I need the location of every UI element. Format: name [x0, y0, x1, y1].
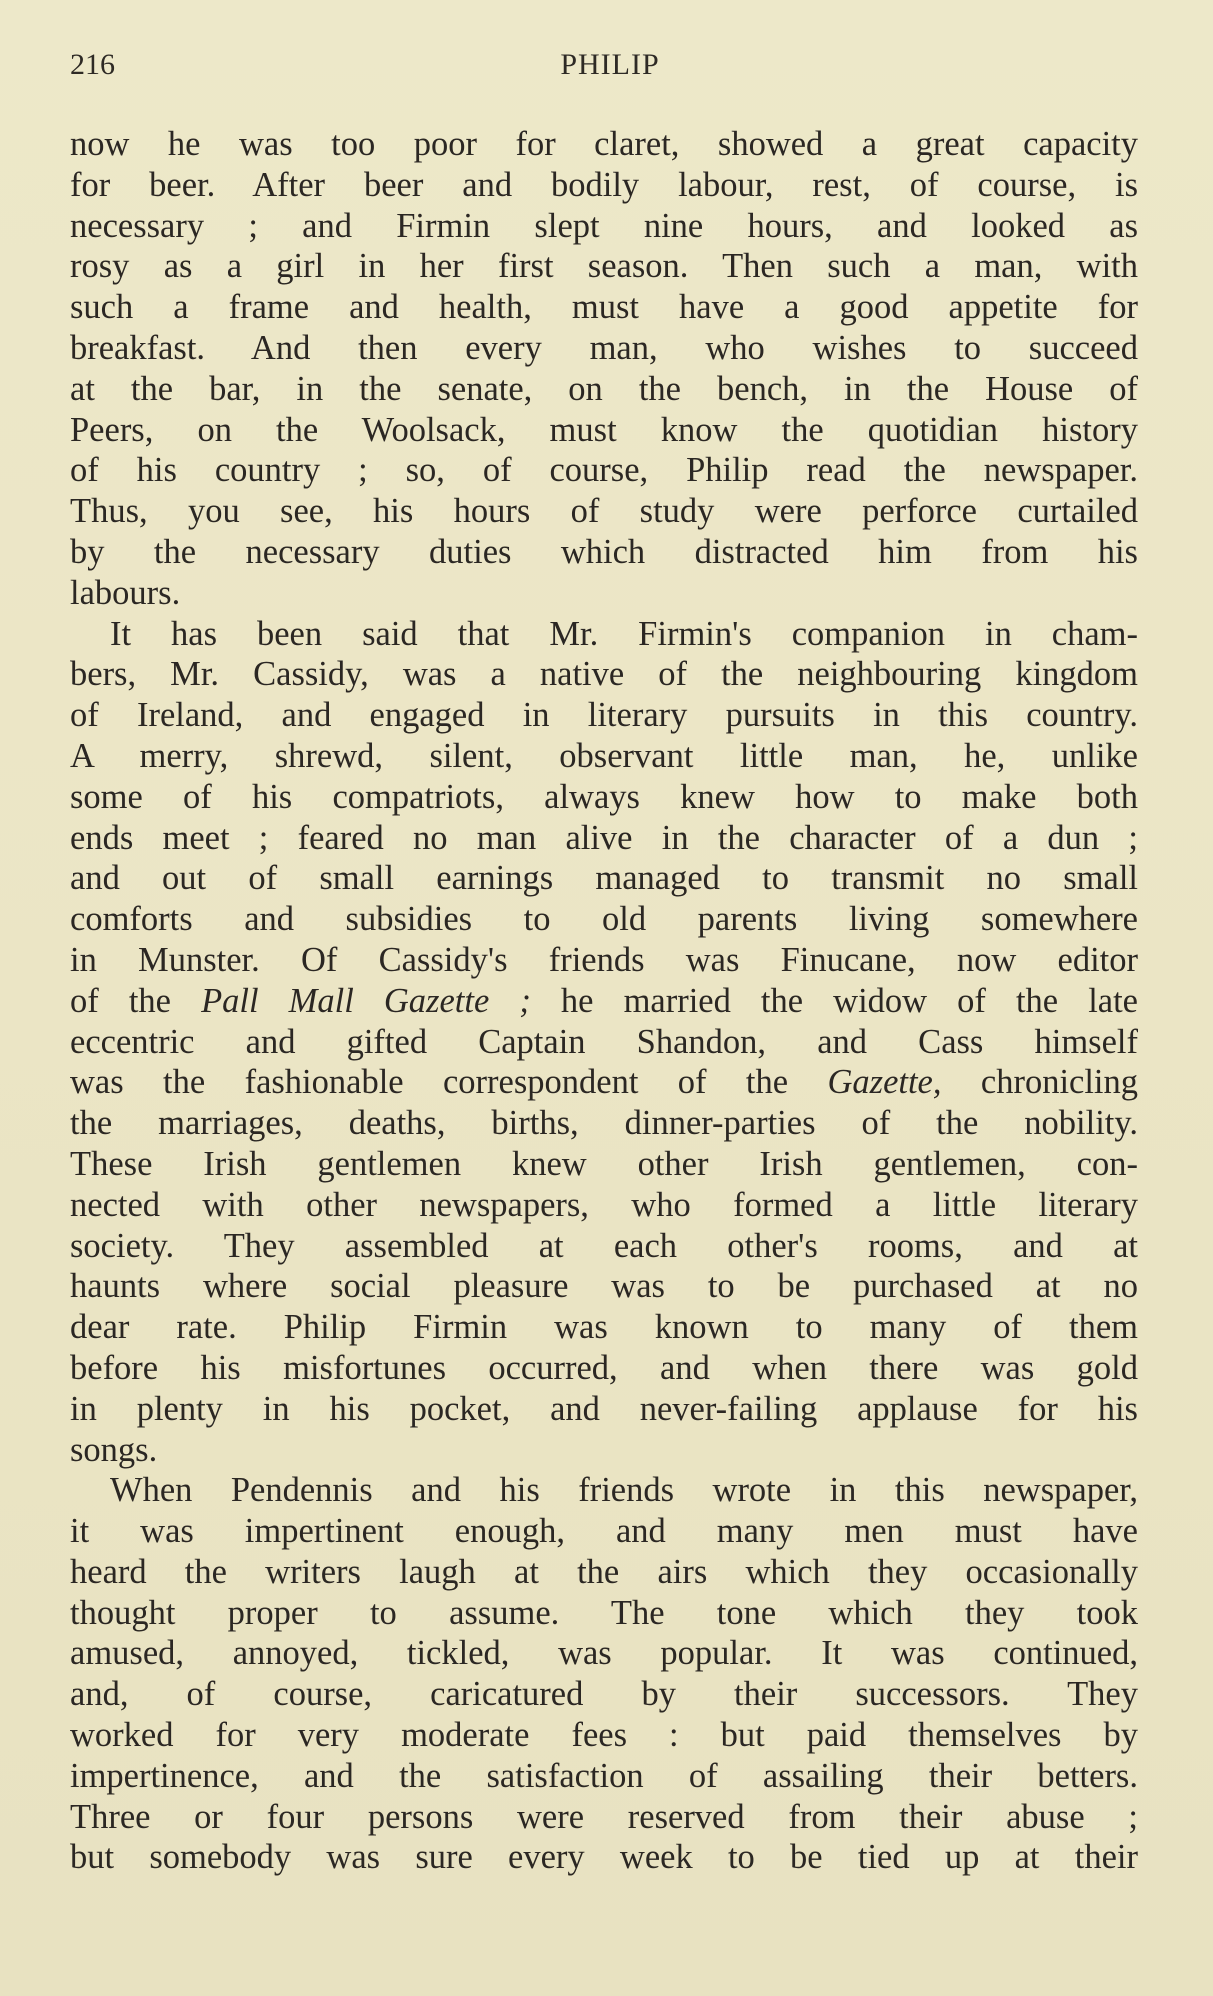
text-line: but somebody was sure every week to be tied up at their — [70, 1838, 1138, 1877]
text-line: These Irish gentlemen knew other Irish gentlemen, con- — [70, 1144, 1138, 1183]
italic-title: Gazette, — [827, 1063, 942, 1102]
text-line: It has been said that Mr. Firmin's companion in cham- — [110, 614, 1138, 653]
text-line: Peers, on the Woolsack, must know the quotidian history — [70, 410, 1138, 449]
text-line: rosy as a girl in her first season. Then such a man, with — [70, 247, 1138, 286]
italic-title: Pall Mall Gazette ; — [201, 981, 531, 1020]
text-line: comforts and subsidies to old parents living somewhere — [70, 900, 1138, 939]
running-title: PHILIP — [560, 48, 660, 81]
text-line: now he was too poor for claret, showed a great capacity — [70, 125, 1138, 163]
text-line: society. They assembled at each other's rooms, and at — [70, 1226, 1138, 1265]
text-line: songs. — [70, 1430, 158, 1469]
text-line: it was impertinent enough, and many men must have — [70, 1512, 1138, 1551]
text-line: such a frame and health, must have a good appetite for — [70, 288, 1138, 327]
text-line: of his country ; so, of course, Philip read the newspaper. — [70, 451, 1138, 490]
page-header — [70, 48, 1150, 94]
text-segment: was the fashionable correspondent of the — [70, 1063, 828, 1102]
text-line: the marriages, deaths, births, dinner-parties of the nobility. — [70, 1104, 1138, 1143]
text-line: ends meet ; feared no man alive in the character of a dun ; — [70, 818, 1138, 857]
text-line: at the bar, in the senate, on the bench, in the House of — [70, 369, 1138, 408]
text-line: and out of small earnings managed to transmit no small — [70, 859, 1138, 898]
text-line: in Munster. Of Cassidy's friends was Finucane, now editor — [70, 940, 1138, 979]
text-line: for beer. After beer and bodily labour, rest, of course, is — [70, 165, 1138, 204]
text-line: before his misfortunes occurred, and when there was gold — [70, 1348, 1138, 1387]
text-line: haunts where social pleasure was to be purchased at no — [70, 1267, 1138, 1306]
body-text — [70, 124, 1138, 1878]
text-line: Three or four persons were reserved from their abuse ; — [70, 1797, 1138, 1836]
text-line: worked for very moderate fees : but paid themselves by — [70, 1716, 1138, 1755]
text-line: and, of course, caricatured by their successors. They — [70, 1675, 1138, 1714]
page-number: 216 — [70, 48, 115, 81]
text-line: in plenty in his pocket, and never-failing applause for his — [70, 1389, 1138, 1428]
text-line: eccentric and gifted Captain Shandon, and Cass himself — [70, 1022, 1138, 1061]
text-line — [70, 1062, 1138, 1103]
text-line — [70, 981, 1138, 1022]
text-line: nected with other newspapers, who formed a little literary — [70, 1185, 1138, 1224]
text-line: impertinence, and the satisfaction of assailing their betters. — [70, 1756, 1138, 1795]
text-line: breakfast. And then every man, who wishes to succeed — [70, 328, 1138, 367]
text-line: Thus, you see, his hours of study were perforce curtailed — [70, 492, 1138, 531]
text-line: necessary ; and Firmin slept nine hours, and looked as — [70, 206, 1138, 245]
text-line: by the necessary duties which distracted him from his — [70, 532, 1138, 571]
text-line: amused, annoyed, tickled, was popular. It was continued, — [70, 1634, 1138, 1673]
text-line: thought proper to assume. The tone which they took — [70, 1593, 1138, 1632]
text-line: bers, Mr. Cassidy, was a native of the neighbouring kingdom — [70, 655, 1138, 694]
text-line: heard the writers laugh at the airs which they occasionally — [70, 1552, 1138, 1591]
text-segment: of the — [70, 981, 202, 1020]
text-segment: chronicling — [941, 1063, 1139, 1102]
text-segment: he married the widow of the late — [530, 981, 1138, 1020]
text-line: of Ireland, and engaged in literary pursuits in this country. — [70, 696, 1138, 735]
text-line: dear rate. Philip Firmin was known to many of them — [70, 1308, 1138, 1347]
text-line: labours. — [70, 573, 181, 612]
text-line: When Pendennis and his friends wrote in this newspaper, — [110, 1471, 1138, 1510]
text-line: A merry, shrewd, silent, observant little man, he, unlike — [70, 736, 1138, 775]
text-line: some of his compatriots, always knew how to make both — [70, 777, 1138, 816]
